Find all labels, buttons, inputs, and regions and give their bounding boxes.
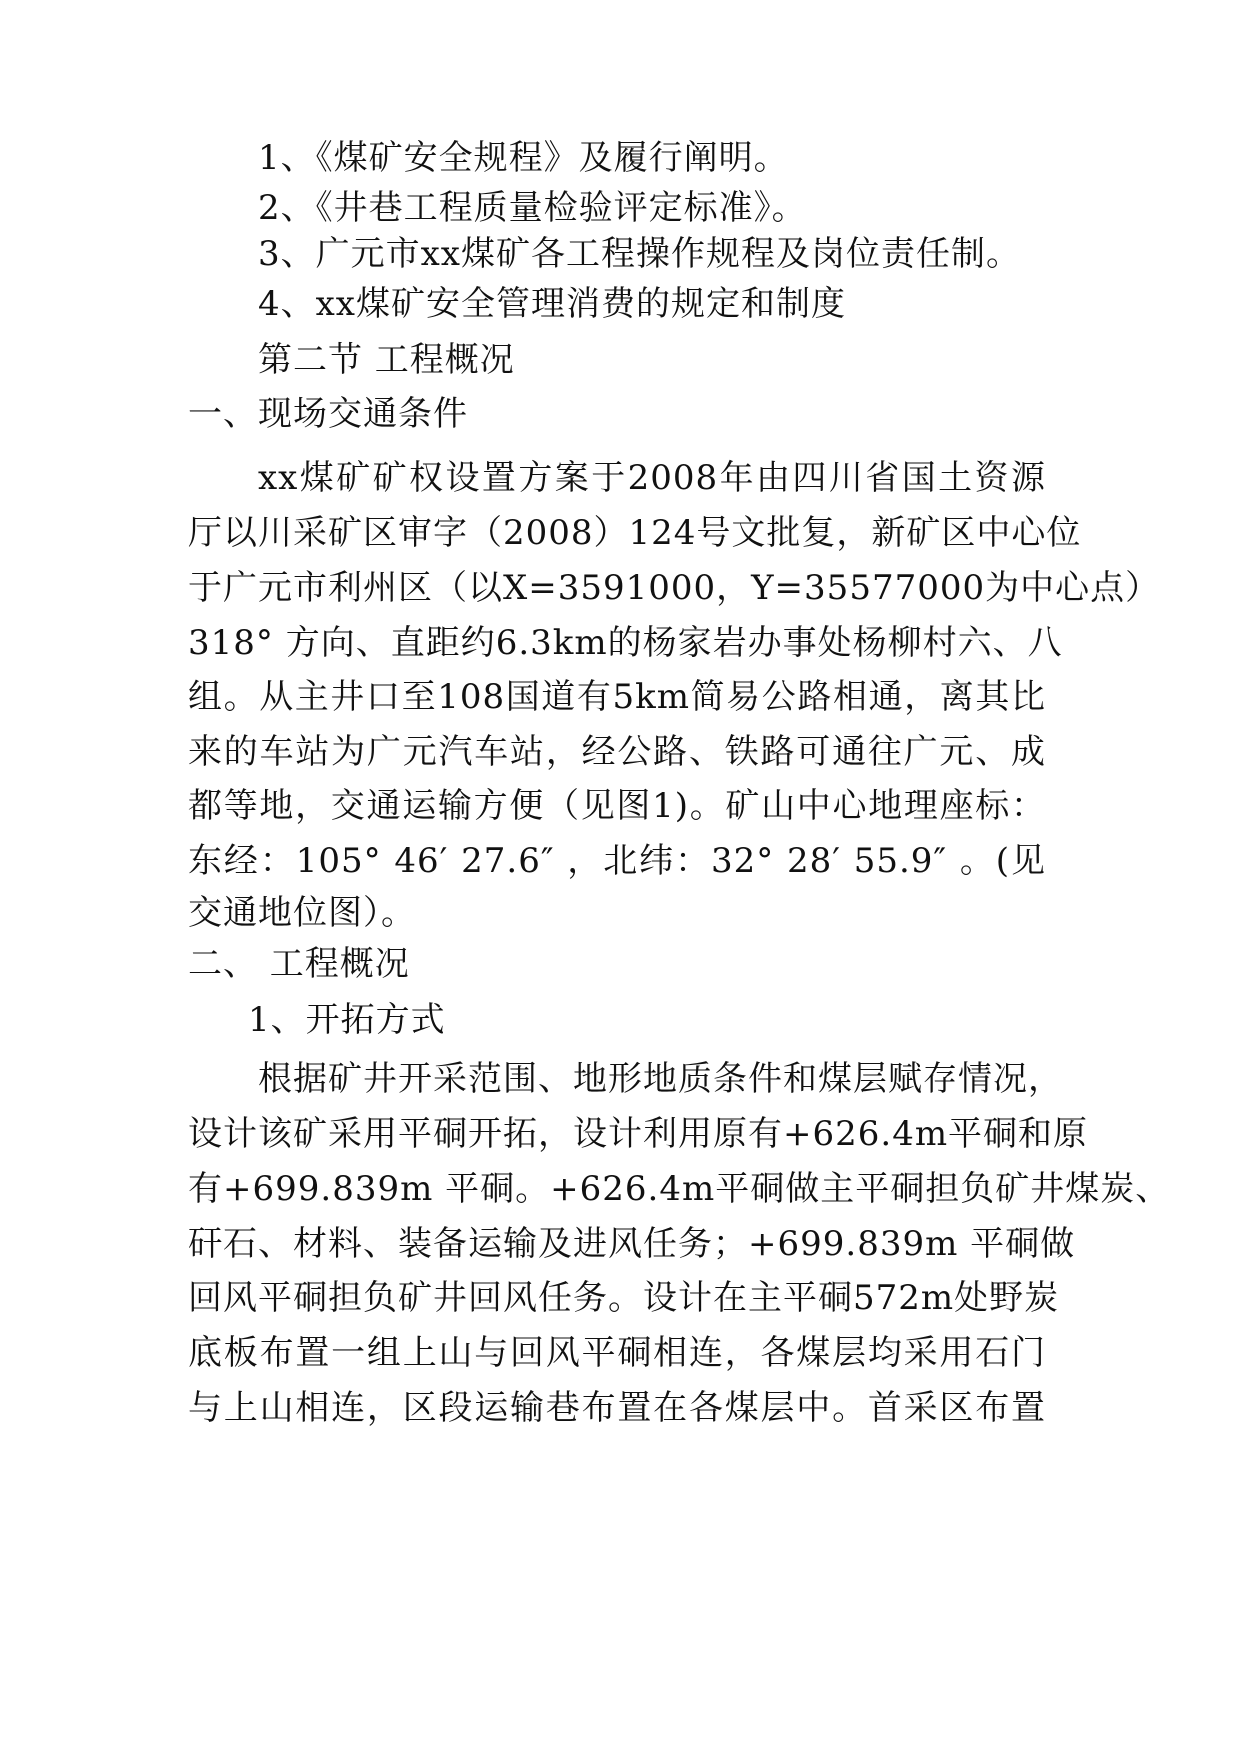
paragraph-line: 根据矿井开采范围、地形地质条件和煤层赋存情况， <box>258 1059 1063 1099</box>
paragraph-line: xx煤矿矿权设置方案于2008年由四川省国土资源 <box>258 458 1046 498</box>
paragraph-line: 与上山相连，区段运输巷布置在各煤层中。首采区布置 <box>188 1388 1046 1428</box>
paragraph-line: 318° 方向、直距约6.3km的杨家岩办事处杨柳村六、八 <box>188 623 1063 663</box>
reference-item-4: 4、xx煤矿安全管理消费的规定和制度 <box>258 284 846 324</box>
section-heading: 第二节 工程概况 <box>258 340 515 380</box>
paragraph-line: 都等地，交通运输方便（见图1)。矿山中心地理座标： <box>188 786 1046 826</box>
paragraph-line: 组。从主井口至108国道有5km简易公路相通，离其比 <box>188 677 1046 717</box>
paragraph-line: 设计该矿采用平硐开拓，设计利用原有+626.4m平硐和原 <box>188 1114 1089 1154</box>
paragraph-line: 底板布置一组上山与回风平硐相连，各煤层均采用石门 <box>188 1333 1046 1373</box>
subsection-heading-traffic: 一、现场交通条件 <box>188 394 468 434</box>
item-heading-development: 1、开拓方式 <box>248 1000 446 1040</box>
paragraph-line: 于广元市利州区（以X=3591000，Y=35577000为中心点） <box>188 568 1161 608</box>
paragraph-line: 有+699.839m 平硐。+626.4m平硐做主平硐担负矿井煤炭、 <box>188 1169 1171 1209</box>
paragraph-line: 交通地位图）。 <box>188 893 416 933</box>
reference-item-3: 3、广元市xx煤矿各工程操作规程及岗位责任制。 <box>258 234 1021 274</box>
paragraph-line: 矸石、材料、装备运输及进风任务；+699.839m 平硐做 <box>188 1224 1076 1264</box>
paragraph-line: 回风平硐担负矿井回风任务。设计在主平硐572m处野炭 <box>188 1278 1060 1318</box>
reference-item-1: 1、《煤矿安全规程》及履行阐明。 <box>258 138 789 178</box>
paragraph-line: 厅以川采矿区审字（2008）124号文批复，新矿区中心位 <box>188 513 1082 553</box>
paragraph-line: 来的车站为广元汽车站，经公路、铁路可通往广元、成 <box>188 732 1046 772</box>
paragraph-line: 东经：105° 46′ 27.6″ ，北纬：32° 28′ 55.9″ 。(见 <box>188 841 1046 881</box>
reference-item-2: 2、《井巷工程质量检验评定标准》。 <box>258 188 807 228</box>
subsection-heading-overview: 二、 工程概况 <box>188 944 410 984</box>
